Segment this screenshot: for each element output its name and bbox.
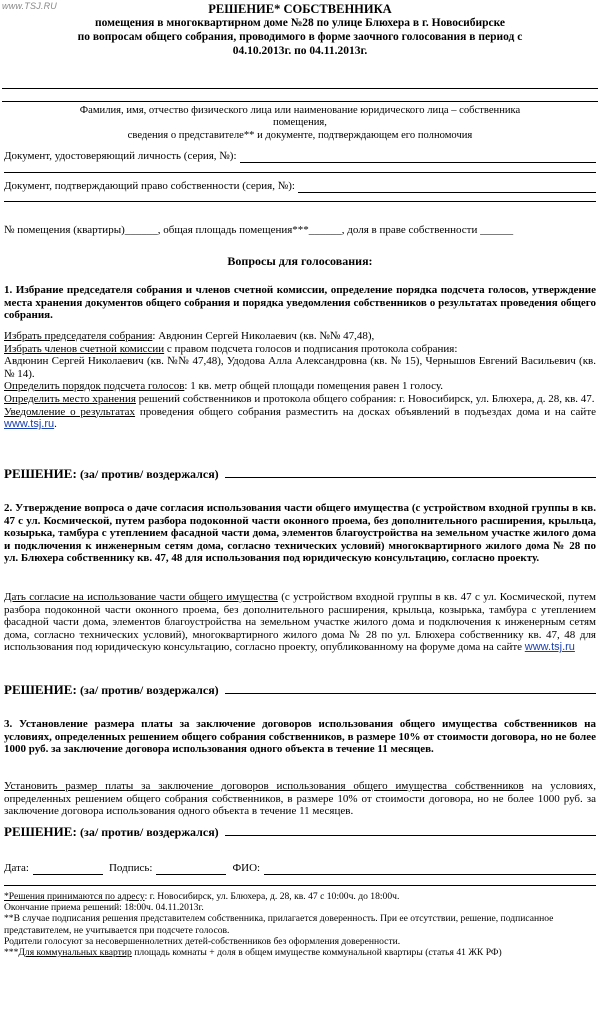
chair-value: : Авдюнин Сергей Николаевич (кв. №№ 47,48), <box>152 330 375 342</box>
agree-label: Дать согласие на использование части общего имущества <box>4 591 278 603</box>
header-line-2: помещения в многоквартирном доме №28 по улице Блюхера в г. Новосибирске <box>94 17 506 29</box>
decision-field-q2[interactable] <box>4 684 596 697</box>
storage-place-value: решений собственников и протокола общего собрания: г. Новосибирск, ул. Блюхера, д. 28, кв. 47. <box>135 392 595 405</box>
header-line-4: 04.10.2013г. по 04.11.2013г. <box>232 45 368 57</box>
owner-caption-line-1: Фамилия, имя, отчество физического лица или наименование юридического лица – собственника <box>79 105 521 116</box>
members-line <box>4 343 596 356</box>
document-title: РЕШЕНИЕ* СОБСТВЕННИКА <box>208 2 392 16</box>
fee-label: Установить размер платы за заключение договоров использования общего имущества собственников <box>4 780 524 792</box>
footnote-5-mark: *** <box>4 947 19 959</box>
decision-field-q3[interactable] <box>4 826 596 839</box>
decision-options-q1: (за/ против/ воздержался) <box>80 467 219 481</box>
decision-options-q3: (за/ против/ воздержался) <box>80 825 219 839</box>
question-2-title: 2. Утверждение вопроса о даче согласия использования части общего имущества (с устройством входной группы в кв. 47 с ул. Космической, путем разбора подоконной части оконного проема, без дополнительного расширения, крыльца, козырька, тамбура с утеплением фасадной части дома, элементов благоустройства на земельном участке жилого дома и подключения к инженерным сетям дома, согласно технических условий) многоквартирного жилого дома № 28 по ул. Блюхера собственнику кв. 47, 48 для использования под юридическую консультацию, согласно проекту. <box>4 502 596 565</box>
notice-end: . <box>54 418 57 431</box>
signature-label: Подпись: <box>108 862 153 874</box>
decision-field-q1[interactable] <box>4 468 596 481</box>
footnote-2: Окончание приема решений: 18:00ч. 04.11.2013г. <box>4 902 204 914</box>
footnote-1 <box>4 891 596 902</box>
count-order-value: : 1 кв. метр общей площади помещения равен 1 голосу. <box>184 380 444 393</box>
identity-document-input-line[interactable] <box>240 152 596 163</box>
decision-word-q1: РЕШЕНИЕ: <box>4 466 77 481</box>
members-list: Авдюнин Сергей Николаевич (кв. №№ 47,48), Удодова Алла Александровна (кв. № 15), Чернышов Евгений Васильевич (кв. № 14). <box>4 355 596 380</box>
decision-options-q2: (за/ против/ воздержался) <box>80 683 219 697</box>
chair-label: Избрать председателя собрания <box>4 330 153 342</box>
tsj-link-q1[interactable]: www.tsj.ru <box>4 418 55 431</box>
ownership-document-line-2[interactable] <box>4 201 596 202</box>
identity-document-line-2[interactable] <box>4 172 596 173</box>
watermark: www.TSJ.RU <box>2 1 58 11</box>
chair-line <box>4 330 596 343</box>
decision-word-q3: РЕШЕНИЕ: <box>4 824 77 839</box>
footnote-5 <box>4 947 596 958</box>
footnote-1-text: : г. Новосибирск, ул. Блюхера, д. 28, кв. 47 с 10:00ч. до 18:00ч. <box>144 891 400 902</box>
notice-text: проведения общего собрания разместить на досках объявлений в подъездах дома и на сайте <box>135 405 597 418</box>
question-2-body <box>4 591 596 654</box>
date-label: Дата: <box>4 862 29 874</box>
notice-line <box>4 406 596 431</box>
footnotes <box>4 891 596 958</box>
question-1-title: 1. Избрание председателя собрания и членов счетной комиссии, определение порядка подсчета голосов, утверждение места хранения документов общего собрания и порядка уведомления собственников о результатах проведения общего собрания. <box>4 284 596 322</box>
question-3-body <box>4 780 596 818</box>
members-label: Избрать членов счетной комиссии <box>4 342 165 355</box>
identity-document-label: Документ, удостоверяющий личность (серия, №): <box>4 150 237 162</box>
tsj-link-q2[interactable]: www.tsj.ru <box>524 641 575 654</box>
ownership-document-input-line[interactable] <box>298 182 596 193</box>
agree-text: (с устройством входной группы в кв. 47 с ул. Космической, путем разбора подоконной части оконного проема, без дополнительного расширения, крыльца, козырька, тамбура с утеплением фасадной части дома, элементов благоустройства на земельном участке жилого дома и подключения к инженерным сетям дома, согласно технических условий), многоквартирного жилого дома № 28 по ул. Блюхера собственнику кв. 47, 48 для использования под юридическую консультацию, согласно проекту, опубликованному на форуме дома на сайте <box>4 591 596 654</box>
footnote-1-label: *Решения принимаются по адресу <box>4 891 145 902</box>
footnote-3: **В случае подписания решения представителем собственника, прилагается доверенность. При ее отсутствии, решение, подписанное представителем, не учитывается при подсчете голосов. <box>4 913 554 936</box>
identity-document-field[interactable] <box>4 150 596 163</box>
owner-name-line-2[interactable] <box>2 101 598 102</box>
signature-input-line[interactable] <box>156 865 226 875</box>
fee-text: на условиях, определенных решением общего собрания собственников, в размере 10% от стоимости договора, но не более 1000 руб. за заключение договора использования одного объекта в течение 11 месяцев. <box>4 780 596 818</box>
footnote-4: Родители голосуют за несовершеннолетних детей-собственников без оформления доверенности. <box>4 935 401 947</box>
owner-name-line-1[interactable] <box>2 88 598 89</box>
decision-input-line-q1[interactable] <box>225 477 596 478</box>
owner-caption <box>4 105 596 142</box>
premises-info-line[interactable]: № помещения (квартиры)______, общая площадь помещения***______, доля в праве собственности ______ <box>4 224 514 236</box>
document-header <box>0 0 600 58</box>
owner-caption-line-2: помещения, <box>273 117 327 129</box>
header-line-3: по вопросам общего собрания, проводимого в форме заочного голосования в период с <box>77 31 523 43</box>
storage-place-label: Определить место хранения <box>4 392 136 405</box>
decision-label-q3 <box>4 826 219 839</box>
ownership-document-label: Документ, подтверждающий право собственности (серия, №): <box>4 180 295 192</box>
signature-row <box>4 862 596 875</box>
fio-input-line[interactable] <box>264 865 596 875</box>
decision-input-line-q2[interactable] <box>225 693 596 694</box>
footnotes-separator <box>4 885 596 886</box>
count-order-label: Определить порядок подсчета голосов <box>4 380 185 393</box>
ownership-document-field[interactable] <box>4 180 596 193</box>
questions-heading: Вопросы для голосования: <box>227 254 373 268</box>
footnote-5-label: Для коммунальных квартир <box>18 947 132 959</box>
footnote-5-text: площадь комнаты + доля в общем имуществе коммунальной квартиры (статья 41 ЖК РФ) <box>131 947 502 959</box>
fio-label: ФИО: <box>232 862 261 874</box>
decision-label-q2 <box>4 684 219 697</box>
decision-label-q1 <box>4 468 219 481</box>
notice-label: Уведомление о результатах <box>4 405 136 418</box>
count-order-line <box>4 380 596 393</box>
date-input-line[interactable] <box>33 865 103 875</box>
owner-caption-line-3: сведения о представителе** и документе, подтверждающем его полномочия <box>127 129 473 141</box>
question-1-body <box>4 330 596 431</box>
members-desc: с правом подсчета голосов и подписания протокола собрания: <box>164 342 458 355</box>
question-3-title: 3. Установление размера платы за заключение договоров использования общего имущества собственников на условиях, определенных решением общего собрания собственников, в размере 10% от стоимости договора, но не более 1000 руб. за заключение договора использования одного объекта в течение 11 месяцев. <box>4 718 596 756</box>
storage-place-line <box>4 393 596 406</box>
decision-word-q2: РЕШЕНИЕ: <box>4 682 77 697</box>
decision-input-line-q3[interactable] <box>225 835 596 836</box>
